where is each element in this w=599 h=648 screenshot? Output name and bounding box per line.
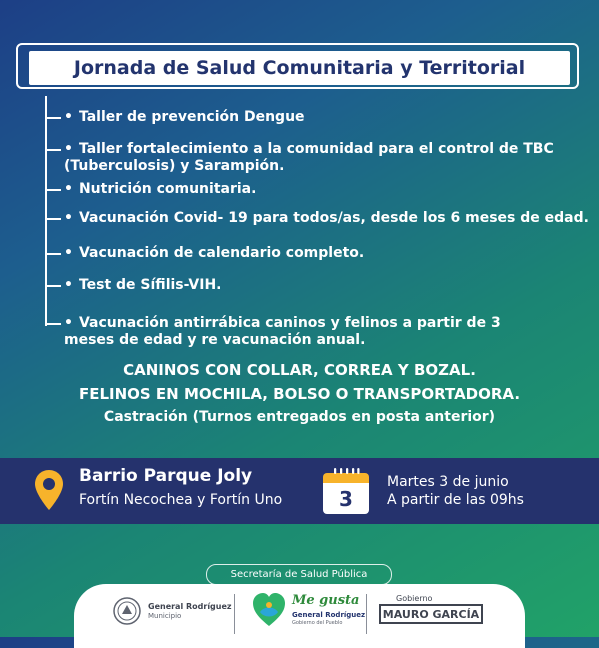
gobierno-label: Gobierno <box>396 594 433 603</box>
schedule-time: A partir de las 09hs <box>387 492 524 508</box>
schedule-date: Martes 3 de junio <box>387 474 509 490</box>
activity-item: • Taller de prevención Dengue <box>47 109 564 126</box>
title-frame <box>16 43 579 89</box>
activity-item: • Test de Sífilis-VIH. <box>47 277 564 294</box>
info-band <box>0 458 599 524</box>
logo-divider <box>366 594 367 634</box>
activity-item: • Vacunación de calendario completo. <box>47 245 564 262</box>
location-place: Barrio Parque Joly <box>79 466 253 486</box>
activity-item: • Nutrición comunitaria. <box>47 181 564 198</box>
department-label: Secretaría de Salud Pública <box>206 564 392 585</box>
tree-branch <box>47 218 61 220</box>
gobierno-name-box: MAURO GARCÍA <box>379 604 483 624</box>
tree-branch <box>47 285 61 287</box>
notice-castration: Castración (Turnos entregados en posta anterior) <box>103 409 496 425</box>
notice-dogs: CANINOS CON COLLAR, CORREA Y BOZAL. <box>123 361 476 379</box>
tree-branch <box>47 117 61 119</box>
map-pin-icon <box>34 469 64 511</box>
activity-item: • Vacunación Covid- 19 para todos/as, desde los 6 meses de edad. <box>47 210 599 227</box>
municipio-name: General Rodríguez <box>148 602 232 611</box>
logo-divider <box>234 594 235 634</box>
calendar-day: 3 <box>323 483 369 514</box>
activity-item: • Taller fortalecimiento a la comunidad para el control de TBC (Tuberculosis) y Sarampión. <box>47 141 564 175</box>
page-title: Jornada de Salud Comunitaria y Territorial <box>29 51 570 85</box>
megusta-tagline: Gobierno del Pueblo <box>292 620 343 626</box>
municipio-sub: Municipio <box>148 612 182 620</box>
notice-cats: FELINOS EN MOCHILA, BOLSO O TRANSPORTADORA. <box>78 385 521 403</box>
municipio-seal-icon <box>112 596 142 626</box>
tree-branch <box>47 189 61 191</box>
footer-logos <box>74 584 525 648</box>
heart-logo-icon <box>252 592 286 628</box>
activity-item: • Vacunación antirrábica caninos y felinos a partir de 3 meses de edad y re vacunación anual. <box>47 315 549 349</box>
tree-branch <box>47 253 61 255</box>
tree-branch <box>47 149 61 151</box>
location-address: Fortín Necochea y Fortín Uno <box>79 492 283 508</box>
megusta-main: Me gusta <box>292 593 360 608</box>
megusta-sub: General Rodríguez <box>292 611 366 619</box>
schedule-text <box>387 473 524 509</box>
calendar-icon <box>323 468 369 514</box>
tree-branch <box>47 323 61 325</box>
